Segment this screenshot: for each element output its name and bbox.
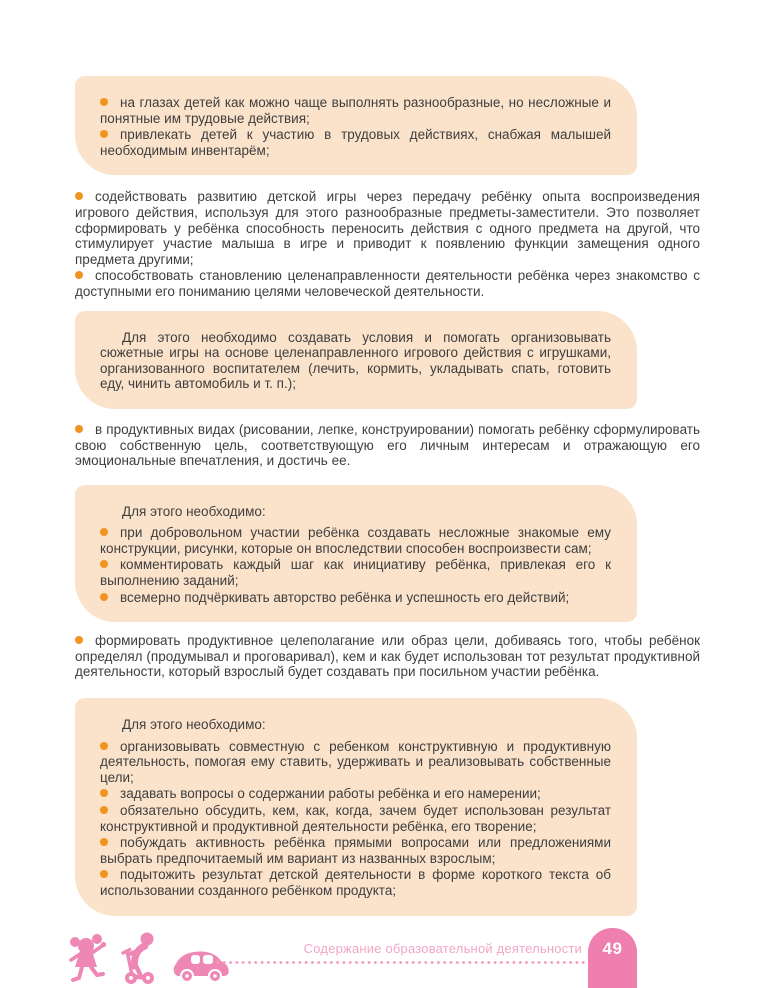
page-number-tab <box>588 928 637 988</box>
toddler-icon <box>66 933 110 985</box>
bullet-icon <box>100 528 108 536</box>
bullet-icon <box>75 425 83 433</box>
callout-heading: Для этого необходимо: <box>122 717 266 733</box>
callout-heading: Для этого необходимо: <box>122 503 266 519</box>
bullet-icon <box>100 870 108 878</box>
bullet-icon <box>75 636 83 644</box>
page-number: 49 <box>602 939 623 958</box>
list-item-text: способствовать становлению целенаправленности деятельности ребёнка через знакомство с доступными его пониманию целями человеческой деятельности. <box>75 268 700 299</box>
footer-dotted-line <box>216 960 586 965</box>
list-item-text: организовывать совместную с ребенком конструктивную и продуктивную деятельность, помогая ему ставить, удерживать и реализовывать собственные цели; <box>100 738 611 785</box>
list-item <box>100 867 611 898</box>
callout-box-story-games <box>75 311 637 409</box>
list-item-text: комментировать каждый шаг как инициативу ребёнка, привлекая его к выполнению заданий; <box>100 557 611 589</box>
body-bullet-list-productive <box>75 422 700 469</box>
list-item-text: обязательно обсудить, кем, как, когда, зачем будет использован результат конструктивной и продуктивной деятельности ребёнка, его творение; <box>100 803 611 834</box>
bullet-icon <box>100 806 108 814</box>
list-item-text: формировать продуктивное целеполагание или образ цели, добиваясь того, чтобы ребёнок определял (продумывал и проговаривал), кем и как будет использован тот результат продуктивной деятельности, который взрослый будет создавать при посильном участии ребёнка. <box>75 633 700 680</box>
list-item <box>100 590 611 606</box>
list-item-text: привлекать детей к участию в трудовых действиях, снабжая малышей необходимым инвентарём; <box>100 127 611 158</box>
list-item <box>100 127 611 158</box>
callout-box-joint-activity <box>75 698 637 916</box>
list-item <box>100 95 611 126</box>
bullet-icon <box>100 838 108 846</box>
footer-section-title: Содержание образовательной деятельности <box>303 941 582 956</box>
footer-icons <box>66 931 230 985</box>
bullet-icon <box>100 593 108 601</box>
bullet-icon <box>100 742 108 750</box>
bullet-icon <box>75 192 83 200</box>
list-item <box>100 803 611 834</box>
list-item <box>100 739 611 786</box>
bullet-icon <box>100 560 108 568</box>
list-item-text: задавать вопросы о содержании работы ребёнка и его намерении; <box>120 786 541 802</box>
bullet-icon <box>100 789 108 797</box>
callout-box-labor-actions <box>75 76 637 175</box>
list-item <box>100 835 611 866</box>
callout-box-constructions <box>75 485 637 623</box>
bullet-icon <box>100 130 108 138</box>
list-item <box>100 557 611 588</box>
page-content <box>75 76 700 916</box>
list-item-text: побуждать активность ребёнка прямыми вопросами или предложениями выбрать предпочитаемый им вариант из названных взрослым; <box>100 835 611 866</box>
list-item <box>75 268 700 299</box>
list-item <box>75 189 700 267</box>
list-item-text: всемерно подчёркивать авторство ребёнка и успешность его действий; <box>120 589 570 605</box>
scooter-icon <box>119 931 163 985</box>
list-item <box>100 525 611 556</box>
list-item-text: содействовать развитию детской игры через передачу ребёнку опыта воспроизведения игрового действия, используя для этого разнообразные предметы-заместители. Это позволяет сформировать у ребёнка способность переносить действия с одного предмета на другой, что стимулирует участие малыша в игре и приводит к появлению функции замещения одного предмета другими; <box>75 189 700 267</box>
bullet-icon <box>100 98 108 106</box>
bullet-icon <box>75 271 83 279</box>
callout-paragraph: Для этого необходимо создавать условия и помогать организовывать сюжетные игры на основе целенаправленного игрового действия с игрушками, организованного воспитателем (лечить, кормить, укладывать спать, готовить еду, чинить автомобиль и т. п.); <box>100 329 611 392</box>
list-item <box>100 786 611 802</box>
body-bullet-list-goal-setting <box>75 633 700 680</box>
list-item-text: при добровольном участии ребёнка создавать несложные знакомые ему конструкции, рисунки, которые он впоследствии способен воспроизвести сам; <box>100 525 611 556</box>
list-item-text: на глазах детей как можно чаще выполнять разнообразные, но несложные и понятные им трудовые действия; <box>100 95 611 126</box>
list-item-text: подытожить результат детской деятельности в форме короткого текста об использовании созданного ребёнком продукта; <box>100 867 611 898</box>
body-bullet-list-play <box>75 189 700 299</box>
list-item <box>75 633 700 680</box>
list-item <box>75 422 700 469</box>
list-item-text: в продуктивных видах (рисовании, лепке, конструировании) помогать ребёнку сформулировать свою собственную цель, соответствующую его личным интересам и отражающую его эмоциональные впечатления, и достичь ее. <box>75 421 700 469</box>
